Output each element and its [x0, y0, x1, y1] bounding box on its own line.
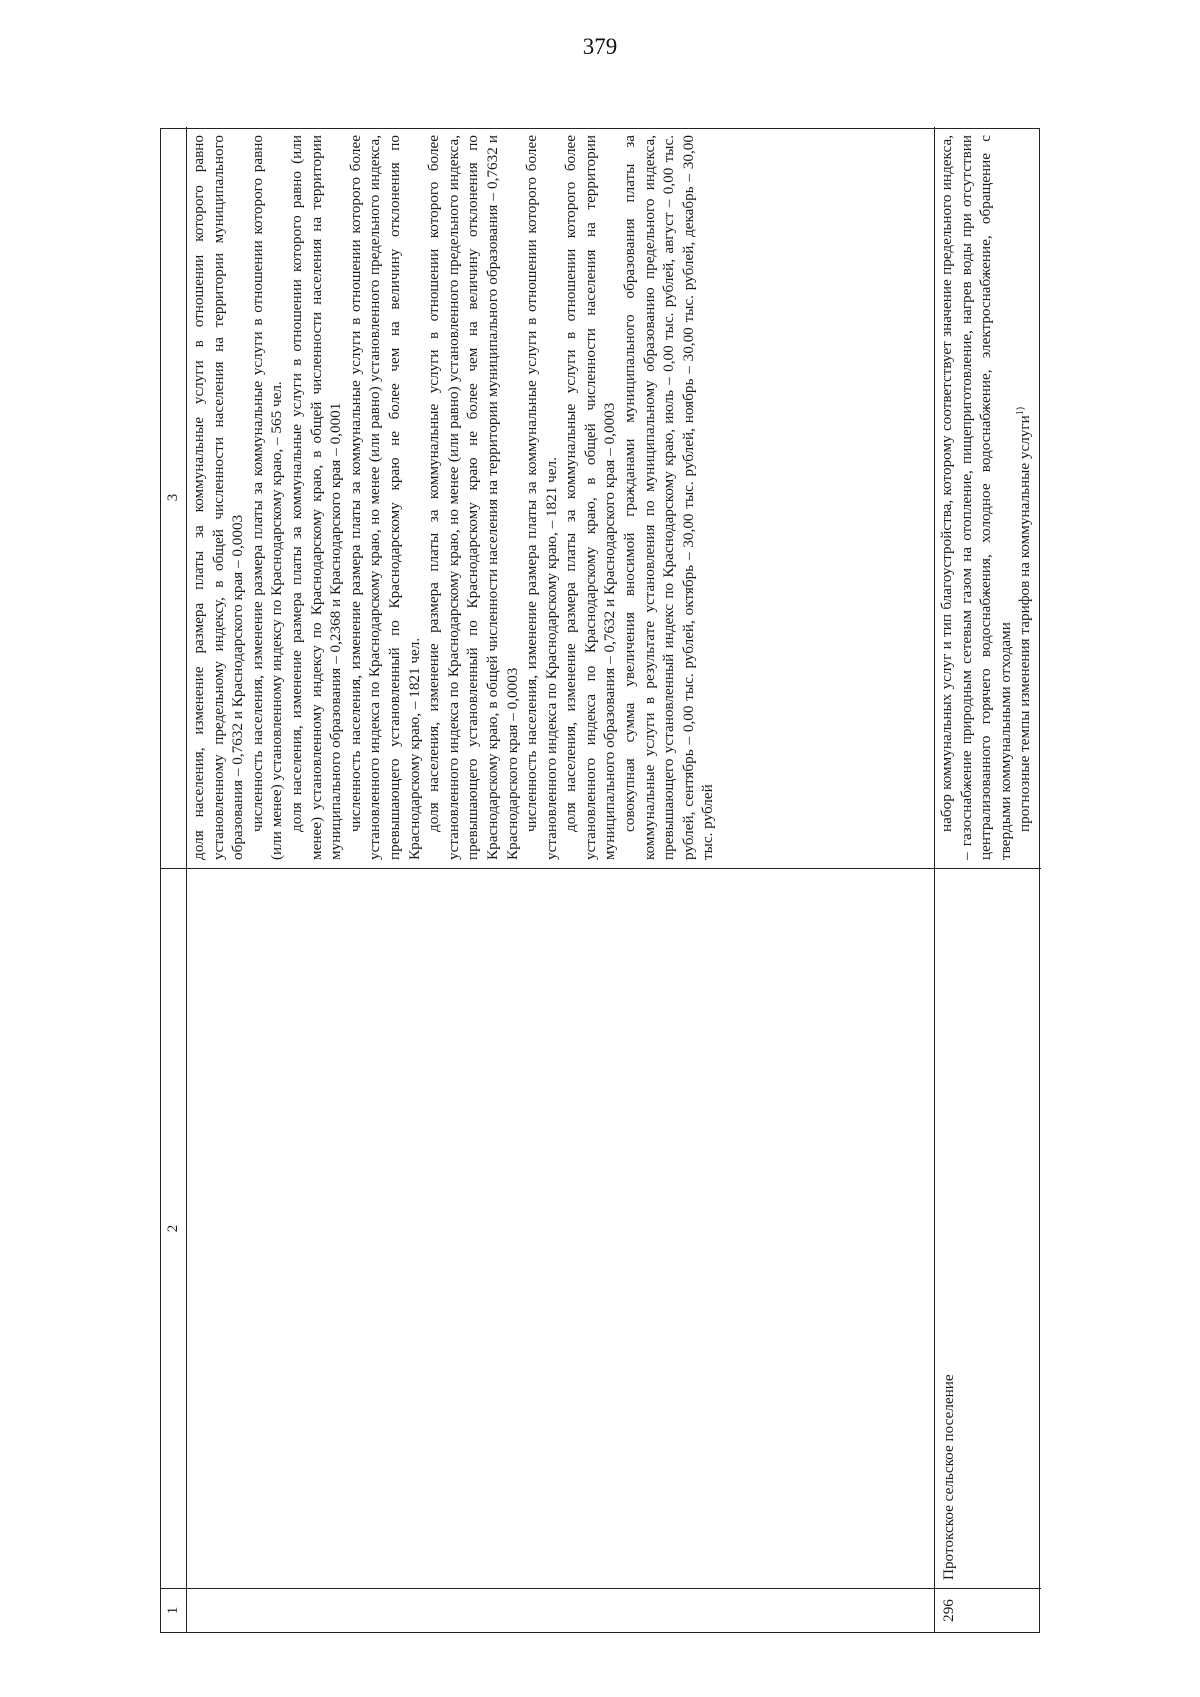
paragraph-with-footnote: [1015, 135, 1035, 860]
paragraph: численность населения, изменение размера платы за коммунальные услуги в отношении которого более установленного индекса по Краснодарскому краю, – 1821 чел.: [523, 135, 560, 860]
paragraph: численность населения, изменение размера платы за коммунальные услуги в отношении которого равно (или менее) установленному индексу по Краснодарскому краю, – 565 чел.: [248, 135, 286, 860]
footnote-mark: 1): [1015, 406, 1027, 416]
header-col-3: 3: [161, 127, 187, 868]
row-number-296: 296: [935, 1588, 1041, 1632]
indicators-cell: [187, 127, 935, 868]
paragraph: доля населения, изменение размера платы за коммунальные услуги в отношении которого равно установленному предельному индексу, в общей численности населения на территории муниципального образования – 0,7632 и Краснодарского края – 0,0003: [190, 135, 247, 860]
indicators-cell-296: [935, 127, 1041, 868]
municipality-name-cell: [187, 868, 935, 1588]
data-table: [160, 128, 1040, 1633]
table-wrapper: [160, 128, 1040, 1633]
paragraph: доля населения, изменение размера платы за коммунальные услуги в отношении которого более установленного индекса по Краснодарскому краю, в общей численности населения на территории муниципального образования – 0,7632 и Краснодарского края – 0,0003: [562, 135, 619, 860]
paragraph: численность населения, изменение размера платы за коммунальные услуги в отношении которого более установленного индекса по Краснодарскому краю, но менее (или равно) установленного предельного индекса, превышающего установленный по Краснодарскому краю не более чем на величину отклонения по Краснодарскому краю, – 1821 чел.: [346, 135, 423, 860]
paragraph: набор коммунальных услуг и тип благоустройства, которому соответствует значение предельного индекса, – газоснабжение природным сетевым газом на отопление, пищеприготовление, нагрев воды при отсутствии централизованного горячего водоснабжения, холодное водоснабжение, электроснабжение, обращение с твердыми коммунальными отходами: [938, 135, 1014, 860]
municipality-name-296: Протокское сельское поселение: [935, 868, 1041, 1588]
header-col-1: 1: [161, 1588, 187, 1632]
page-number: 379: [582, 34, 618, 59]
paragraph: доля населения, изменение размера платы за коммунальные услуги в отношении которого равно (или менее) установленному индексу по Краснодарскому краю, в общей численности населения на территории муниципального образования – 0,2368 и Краснодарского края – 0,0001: [287, 135, 345, 860]
paragraph: доля населения, изменение размера платы за коммунальные услуги в отношении которого более установленного индекса по Краснодарскому краю, но менее (или равно) установленного предельного индекса, превышающего установленный по Краснодарскому краю не более чем на величину отклонения по Краснодарскому краю, в общей численности населения на территории муниципального образования – 0,7632 и Краснодарского края – 0,0003: [425, 135, 521, 860]
paragraph: совокупная сумма увеличения вносимой гражданами муниципального образования платы за коммунальные услуги в результате установления по муниципальному образованию предельного индекса, превышающего установленный индекс по Краснодарскому краю, июль – 0,00 тыс. рублей, август – 0,00 тыс. рублей, сентябрь – 0,00 тыс. рублей, октябрь – 30,00 тыс. рублей, ноябрь – 30,00 тыс. рублей, декабрь – 30,00 тыс. рублей: [621, 135, 717, 860]
row-number-cell: [187, 1588, 935, 1632]
header-col-2: 2: [161, 868, 187, 1588]
paragraph-text: прогнозные темпы изменения тарифов на коммунальные услуги: [1016, 415, 1034, 832]
